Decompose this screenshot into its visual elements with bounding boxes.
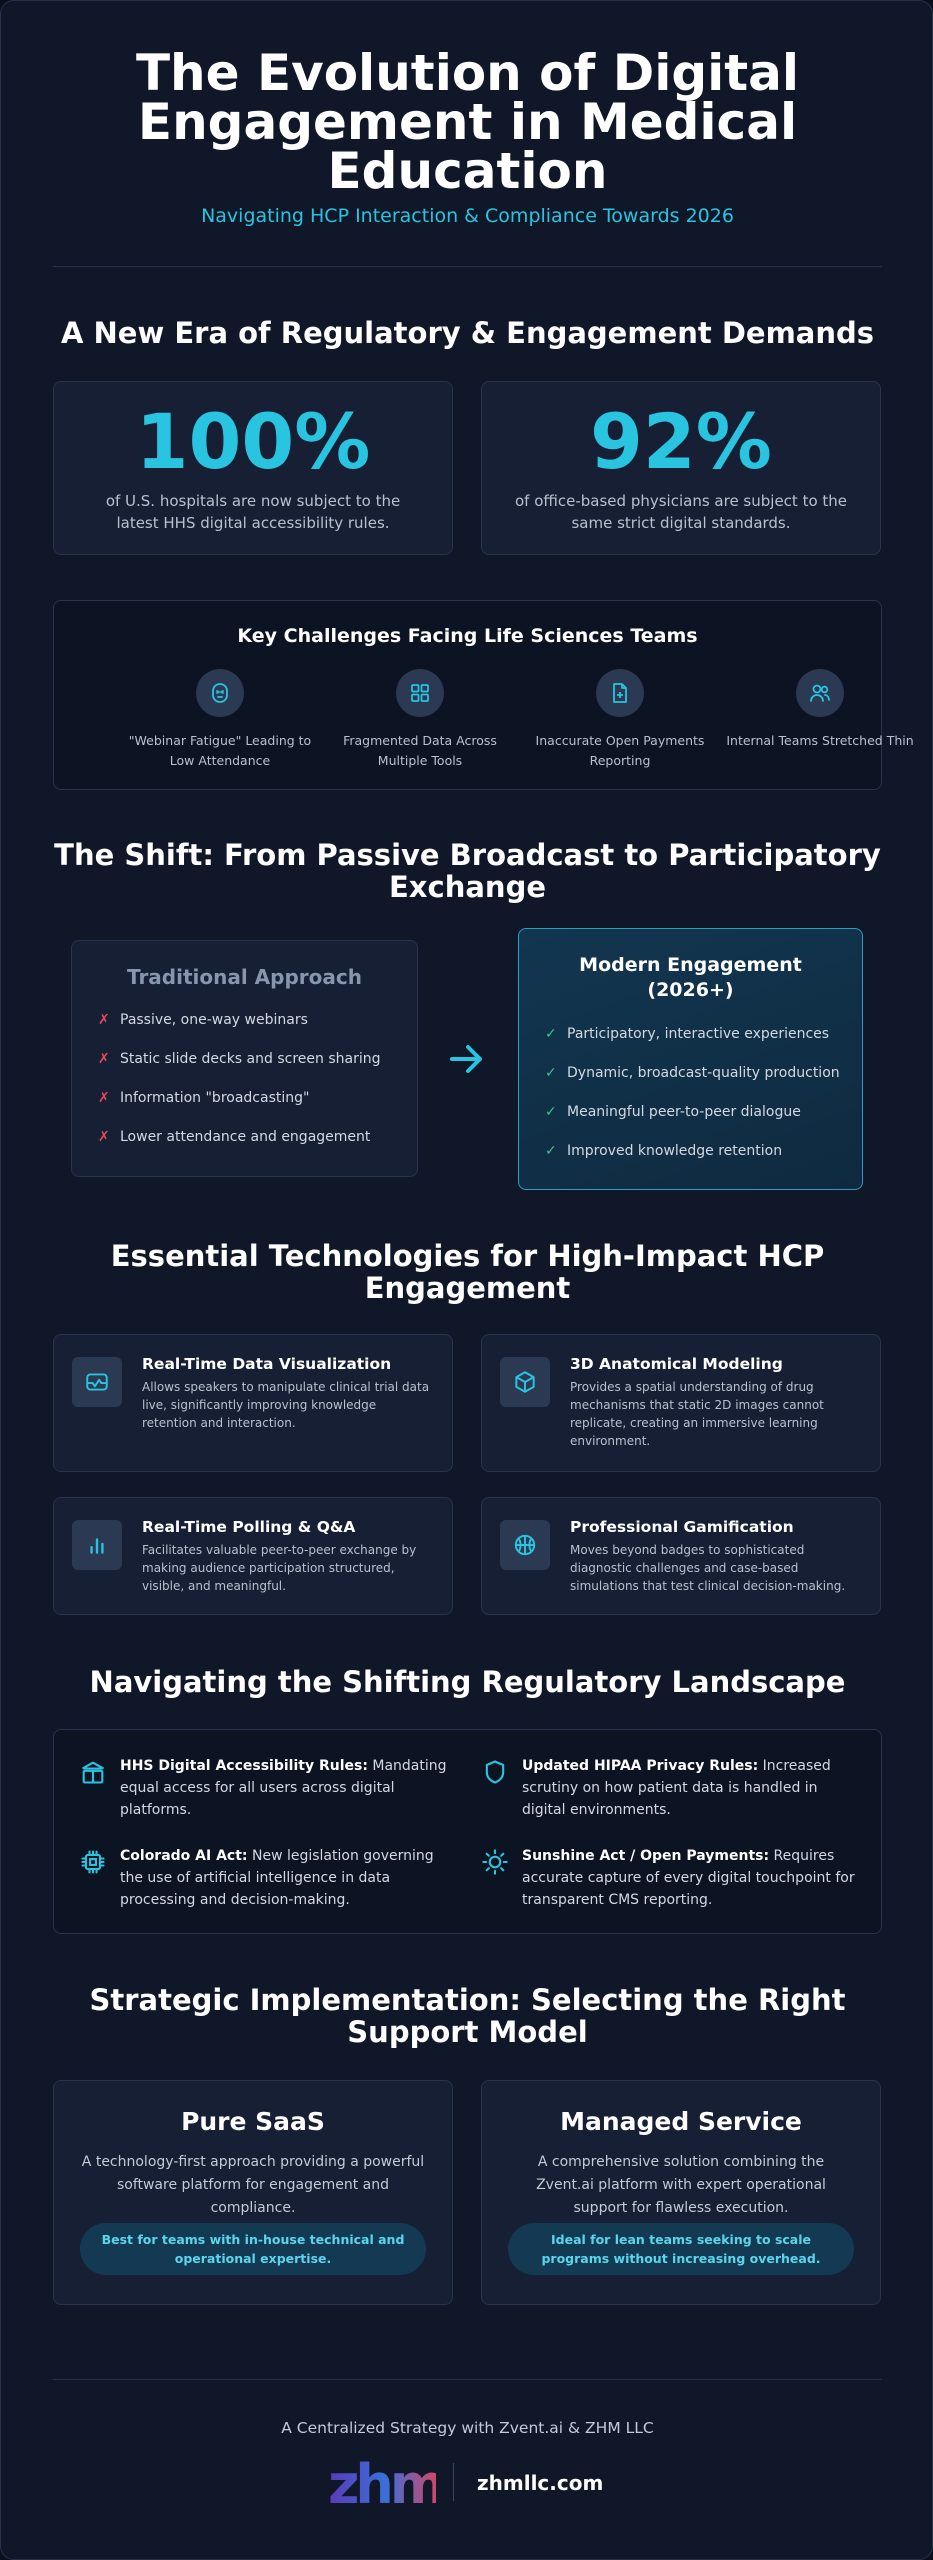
cross-icon: ✗ [98, 1012, 110, 1028]
footer-tagline: A Centralized Strategy with Zvent.ai & ZHM LLC [281, 2419, 654, 2437]
chart-inbox-icon [72, 1357, 122, 1407]
challenge-label: "Webinar Fatigue" Leading to Low Attendance [128, 733, 312, 768]
challenge-label: Inaccurate Open Payments Reporting [535, 733, 705, 768]
check-icon: ✓ [545, 1104, 557, 1120]
modern-engagement-card [518, 928, 863, 1190]
challenges-card [53, 600, 914, 790]
building-icon [76, 1755, 110, 1789]
cube-icon [500, 1357, 550, 1407]
challenge-item [520, 669, 720, 771]
stat-caption: of U.S. hospitals are now subject to the latest HHS digital accessibility rules. [105, 492, 401, 532]
tech-description: Allows speakers to manipulate clinical trial data live, significantly improving knowledge retention and interaction. [142, 1380, 430, 1430]
basketball-icon [500, 1520, 550, 1570]
check-icon: ✓ [545, 1143, 557, 1159]
cross-icon: ✗ [98, 1090, 110, 1106]
challenge-label: Fragmented Data Across Multiple Tools [343, 733, 497, 768]
traditional-item: ✗ Passive, one-way webinars [98, 1012, 308, 1028]
support-card-managed [481, 2080, 881, 2305]
regulatory-text: Increased scrutiny on how patient data is handled in digital environments. [522, 1758, 831, 1818]
page-subtitle: Navigating HCP Interaction & Compliance Towards 2026 [201, 205, 734, 227]
support-card-saas [53, 2080, 453, 2305]
tech-title: Professional Gamification [570, 1518, 794, 1536]
website-link[interactable]: zhmllc.com [477, 2471, 604, 2495]
regulatory-title: Updated HIPAA Privacy Rules: [522, 1758, 759, 1774]
stat-caption: of office-based physicians are subject to the same strict digital standards. [514, 492, 848, 532]
svg-text:zhm: zhm [328, 2453, 436, 2513]
challenge-item [720, 669, 920, 751]
modern-title: Modern Engagement (2026+) [579, 954, 802, 1001]
tech-description: Moves beyond badges to sophisticated diagnostic challenges and case-based simulations that test clinical decision-making. [570, 1543, 846, 1593]
traditional-item: ✗ Information "broadcasting" [98, 1090, 310, 1106]
tech-title: Real-Time Data Visualization [142, 1355, 392, 1373]
support-title: Pure SaaS [181, 2107, 325, 2136]
check-icon: ✓ [545, 1026, 557, 1042]
regulatory-text: Mandating equal access for all users across digital platforms. [120, 1758, 447, 1818]
bar-chart-icon [72, 1520, 122, 1570]
traditional-title: Traditional Approach [127, 965, 362, 989]
divider [53, 266, 882, 267]
regulatory-text: Requires accurate capture of every digital touchpoint for transparent CMS reporting. [522, 1848, 855, 1908]
shield-icon [478, 1755, 512, 1789]
stat-value: 92% [590, 397, 772, 486]
regulatory-title: HHS Digital Accessibility Rules: [120, 1758, 368, 1774]
section-heading-regulatory: Navigating the Shifting Regulatory Landscape [89, 1665, 846, 1699]
zhm-logo [326, 2453, 436, 2513]
regulatory-text: New legislation governing the use of artificial intelligence in data processing and decision-making. [120, 1848, 434, 1908]
arrow-right-icon [447, 1041, 487, 1077]
cross-icon: ✗ [98, 1129, 110, 1145]
support-description: A comprehensive solution combining the Zvent.ai platform with expert operational support for flawless execution. [536, 2154, 826, 2216]
footer-separator [453, 2463, 454, 2501]
support-fit-badge: Ideal for lean teams seeking to scale programs without increasing overhead. [508, 2223, 854, 2275]
modern-item: ✓ Dynamic, broadcast-quality production [545, 1065, 840, 1081]
support-description: A technology-first approach providing a powerful software platform for engagement and compliance. [81, 2154, 425, 2216]
tech-card-3d-modeling [481, 1334, 881, 1472]
tech-card-polling [53, 1497, 453, 1615]
tech-description: Provides a spatial understanding of drug mechanisms that static 2D images cannot replicate, creating an immersive learning environment. [570, 1380, 824, 1448]
document-plus-icon [596, 669, 644, 717]
tech-title: 3D Anatomical Modeling [570, 1355, 783, 1373]
modern-item: ✓ Meaningful peer-to-peer dialogue [545, 1104, 801, 1120]
traditional-item: ✗ Lower attendance and engagement [98, 1129, 371, 1145]
users-icon [796, 669, 844, 717]
page-title: The Evolution of Digital Engagement in Medical Education [135, 44, 800, 200]
grid-icon [396, 669, 444, 717]
section-heading-support: Strategic Implementation: Selecting the Right Support Model [89, 1983, 846, 2049]
tech-card-gamification [481, 1497, 881, 1615]
section-heading-demands: A New Era of Regulatory & Engagement Demands [60, 316, 875, 350]
challenge-item [120, 669, 320, 771]
stat-card-physicians [481, 381, 881, 555]
section-heading-technologies: Essential Technologies for High-Impact HCP Engagement [110, 1239, 825, 1305]
modern-item: ✓ Participatory, interactive experiences [545, 1026, 830, 1042]
challenge-label: Internal Teams Stretched Thin [726, 733, 914, 748]
divider [53, 2379, 882, 2380]
challenge-item [320, 669, 520, 771]
stat-card-hospitals [53, 381, 453, 555]
stat-value: 100% [135, 397, 371, 486]
tired-face-icon [196, 669, 244, 717]
chip-icon [76, 1845, 110, 1879]
regulatory-title: Colorado AI Act: [120, 1848, 248, 1864]
challenges-title: Key Challenges Facing Life Sciences Teams [237, 625, 698, 647]
regulatory-card [53, 1729, 882, 1934]
tech-card-visualization [53, 1334, 453, 1472]
section-heading-shift: The Shift: From Passive Broadcast to Participatory Exchange [54, 838, 881, 904]
regulatory-title: Sunshine Act / Open Payments: [522, 1848, 770, 1864]
tech-description: Facilitates valuable peer-to-peer exchange by making audience participation structured, visible, and meaningful. [142, 1543, 417, 1593]
traditional-item: ✗ Static slide decks and screen sharing [98, 1051, 381, 1067]
tech-title: Real-Time Polling & Q&A [142, 1518, 356, 1536]
check-icon: ✓ [545, 1065, 557, 1081]
sun-icon [478, 1845, 512, 1879]
support-title: Managed Service [560, 2107, 802, 2136]
traditional-approach-card [71, 940, 418, 1177]
modern-item: ✓ Improved knowledge retention [545, 1143, 783, 1159]
support-fit-badge: Best for teams with in-house technical and operational expertise. [80, 2223, 426, 2275]
cross-icon: ✗ [98, 1051, 110, 1067]
